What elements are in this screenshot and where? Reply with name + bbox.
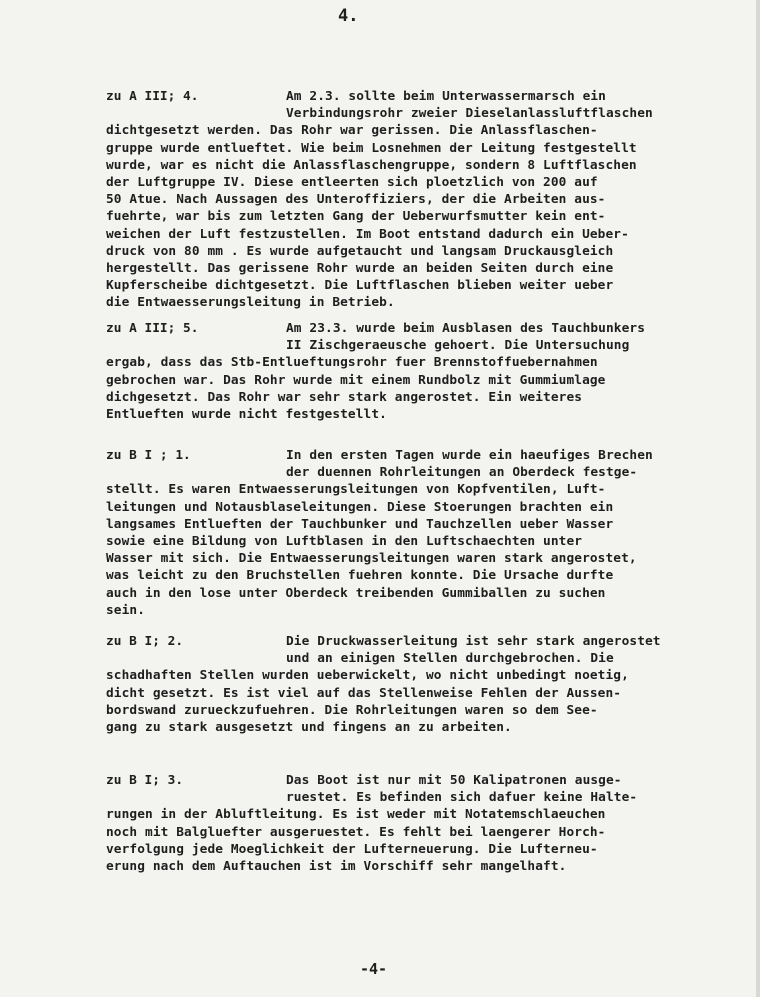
- text-line: Kupferscheibe dichtgesetzt. Die Luftflaschen blieben weiter ueber: [106, 278, 614, 294]
- text-line: sowie eine Bildung von Luftblasen in den Luftschaechten unter: [106, 533, 583, 549]
- section-reference: zu B I ; 1.: [106, 448, 191, 463]
- text-line: rungen in der Abluftleitung. Es ist weder mit Notatemschlaeuchen: [106, 807, 606, 823]
- text-line: weichen der Luft festzustellen. Im Boot entstand dadurch ein Ueber-: [106, 226, 629, 242]
- text-line: erung nach dem Auftauchen ist im Vorschiff sehr mangelhaft.: [106, 858, 567, 874]
- text-line: gang zu stark ausgesetzt und fingens an zu arbeiten.: [106, 719, 512, 735]
- text-line: dichtgesetzt werden. Das Rohr war gerissen. Die Anlassflaschen-: [106, 123, 598, 139]
- section-b-i-1: [106, 447, 746, 619]
- text-line: schadhaften Stellen wurden ueberwickelt, wo nicht unbedingt noetig,: [106, 668, 629, 684]
- section-b-i-2: [106, 633, 746, 736]
- text-line: dichgesetzt. Das Rohr war sehr stark angerostet. Ein weiteres: [106, 389, 583, 405]
- section-a-iii-4: [106, 88, 746, 311]
- text-line: II Zischgeraeusche gehoert. Die Untersuchung: [286, 338, 630, 354]
- text-line: fuehrte, war bis zum letzten Gang der Ueberwurfsmutter kein ent-: [106, 209, 606, 225]
- text-line: ruestet. Es befinden sich dafuer keine Halte-: [286, 790, 638, 806]
- page-number: 4.: [338, 6, 359, 26]
- text-line: stellt. Es waren Entwaesserungsleitungen von Kopfventilen, Luft-: [106, 482, 606, 498]
- text-line: Die Druckwasserleitung ist sehr stark angerostet: [286, 634, 661, 649]
- text-line: auch in den lose unter Oberdeck treibenden Gummiballen zu suchen: [106, 585, 606, 601]
- text-line: gebrochen war. Das Rohr wurde mit einem Rundbolz mit Gummiumlage: [106, 372, 606, 388]
- text-line: noch mit Balgluefter ausgeruestet. Es fehlt bei laengerer Horch-: [106, 824, 606, 840]
- text-line: Das Boot ist nur mit 50 Kalipatronen ausge-: [286, 773, 622, 788]
- text-line: wurde, war es nicht die Anlassflaschengruppe, sondern 8 Luftflaschen: [106, 157, 637, 173]
- section-reference: zu A III; 5.: [106, 321, 199, 336]
- text-line: verfolgung jede Moeglichkeit der Lufterneuerung. Die Lufterneu-: [106, 841, 598, 857]
- section-a-iii-5: [106, 320, 746, 423]
- scan-edge: [756, 0, 760, 997]
- text-line: 50 Atue. Nach Aussagen des Unteroffiziers, der die Arbeiten aus-: [106, 192, 606, 208]
- footer-page-number: -4-: [360, 960, 388, 978]
- text-line: was leicht zu den Bruchstellen fuehren konnte. Die Ursache durfte: [106, 568, 614, 584]
- text-line: bordswand zurueckzufuehren. Die Rohrleitungen waren so dem See-: [106, 702, 598, 718]
- text-line: Am 23.3. wurde beim Ausblasen des Tauchbunkers: [286, 321, 646, 336]
- text-line: In den ersten Tagen wurde ein haeufiges Brechen: [286, 448, 653, 463]
- text-line: leitungen und Notausblaseleitungen. Diese Stoerungen brachten ein: [106, 499, 614, 515]
- text-line: dicht gesetzt. Es ist viel auf das Stellenweise Fehlen der Aussen-: [106, 685, 622, 701]
- text-line: sein.: [106, 602, 146, 618]
- section-reference: zu B I; 2.: [106, 634, 184, 649]
- text-line: der Luftgruppe IV. Diese entleerten sich ploetzlich von 200 auf: [106, 174, 598, 190]
- text-line: druck von 80 mm . Es wurde aufgetaucht und langsam Druckausgleich: [106, 243, 614, 259]
- text-line: Am 2.3. sollte beim Unterwassermarsch ein: [286, 89, 606, 104]
- text-line: die Entwaesserungsleitung in Betrieb.: [106, 295, 395, 311]
- text-line: Entlueften wurde nicht festgestellt.: [106, 406, 387, 422]
- text-line: hergestellt. Das gerissene Rohr wurde an beiden Seiten durch eine: [106, 260, 614, 276]
- section-reference: zu A III; 4.: [106, 89, 199, 104]
- text-line: Verbindungsrohr zweier Dieselanlassluftflaschen: [286, 106, 653, 122]
- text-line: gruppe wurde entlueftet. Wie beim Losnehmen der Leitung festgestellt: [106, 140, 637, 156]
- text-line: und an einigen Stellen durchgebrochen. Die: [286, 651, 614, 667]
- section-b-i-3: [106, 772, 746, 875]
- section-reference: zu B I; 3.: [106, 773, 184, 788]
- text-line: Wasser mit sich. Die Entwaesserungsleitungen waren stark angerostet,: [106, 551, 637, 567]
- text-line: der duennen Rohrleitungen an Oberdeck festge-: [286, 465, 638, 481]
- text-line: langsames Entlueften der Tauchbunker und Tauchzellen ueber Wasser: [106, 516, 614, 532]
- text-line: ergab, dass das Stb-Entlueftungsrohr fuer Brennstoffuebernahmen: [106, 355, 598, 371]
